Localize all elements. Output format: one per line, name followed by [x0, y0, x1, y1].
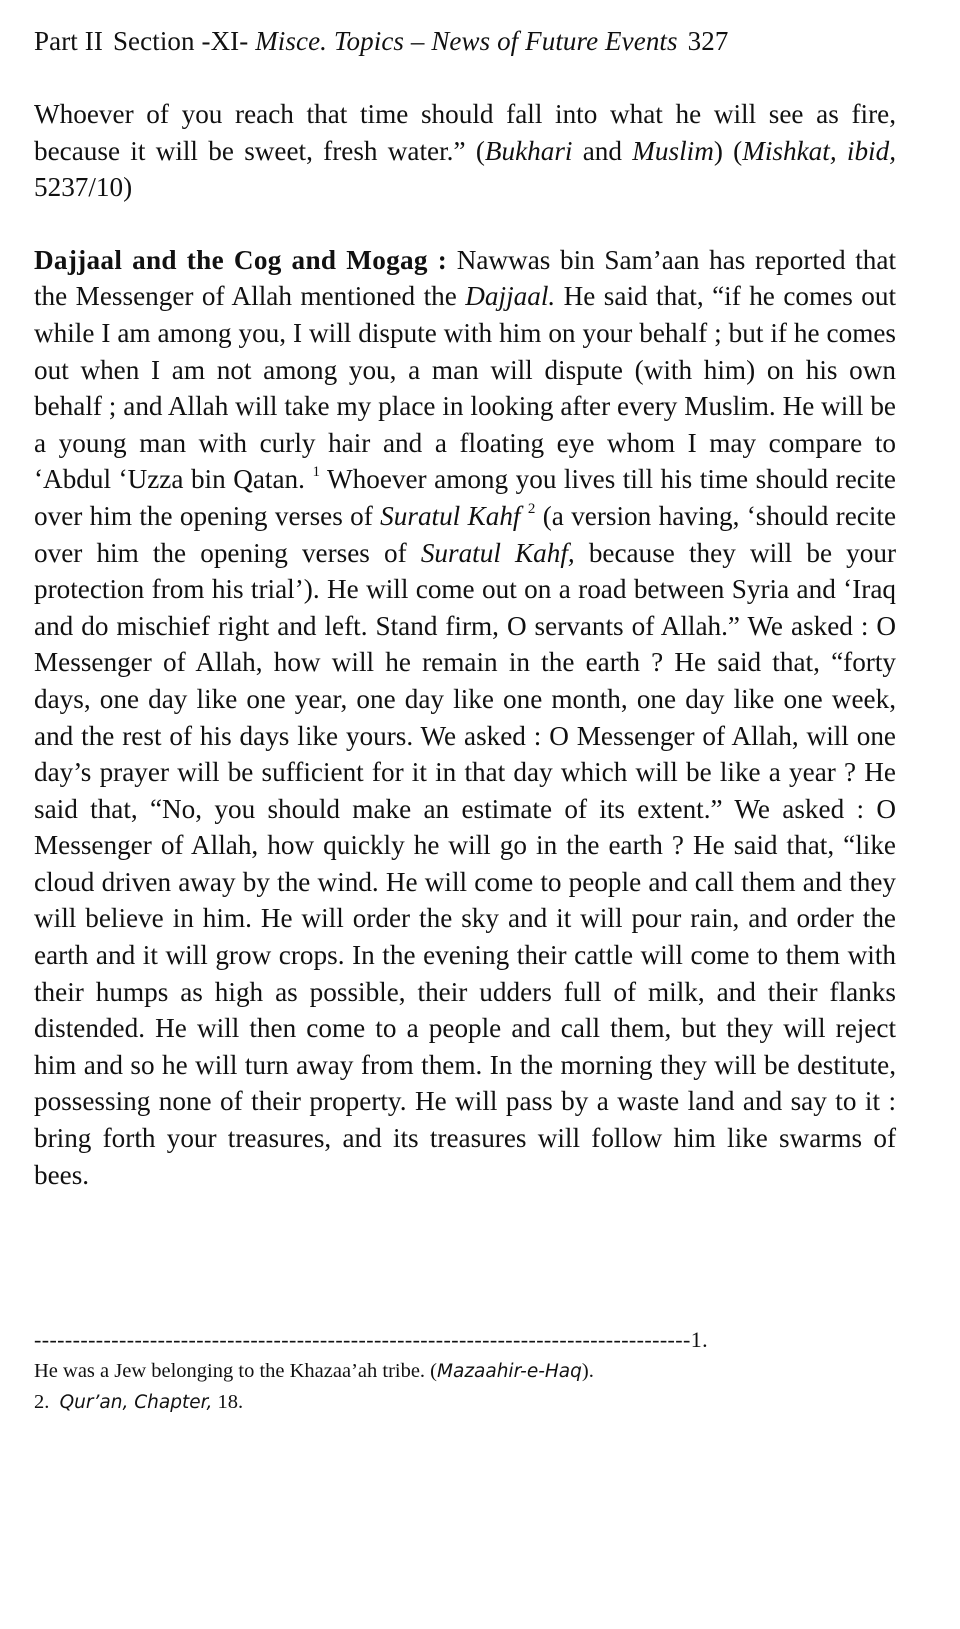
header-section: Section -XI-	[112, 26, 249, 56]
paragraph-continuation: Whoever of you reach that time should fall into what he will see as fire, because it will be sweet, fresh water.” (Bukhari and Muslim) (Mishkat, ibid, 5237/10)	[34, 99, 896, 203]
header-topic: Misce. Topics – News of Future Events	[255, 26, 678, 56]
header-part: Part II	[34, 26, 103, 56]
section-heading: Dajjaal and the Cog and Mogag :	[34, 244, 448, 275]
footnote-2: 2. Qur’an, Chapter, 18.	[34, 1391, 244, 1413]
footnote-ref-2[interactable]: 2	[527, 500, 536, 517]
footnote-1: He was a Jew belonging to the Khazaa’ah tribe. (Mazaahir-e-Haq).	[34, 1360, 594, 1382]
running-header	[34, 26, 728, 57]
page-number: 327	[687, 26, 729, 56]
footnote-ref-1[interactable]: 1	[312, 464, 320, 481]
paragraph-dajjaal: Dajjaal and the Cog and Mogag : Nawwas bin Sam’aan has reported that the Messenger of Allah mentioned the Dajjaal. He said that, “if he comes out while I am among you, I will dispute with him on your behalf ; but if he comes out when I am not among you, a man will dispute (with him) on his own behalf ; and Allah will take my place in looking after every Muslim. He will be a young man with curly hair and a floating eye whom I may compare to ‘Abdul ‘Uzza bin Qatan. $^1$ Whoever among you lives till his time should recite over him the opening verses of Suratul Kahf $^2$ (a version having, ‘should recite over him the opening verses of Suratul Kahf, because they will be your protection from his trial’). He will come out on a road between Syria and ‘Iraq and do mischief right and left. Stand firm, O servants of Allah.” We asked : O Messenger of Allah, how will he remain in the earth ? He said that, “forty days, one day like one year, one day like one month, one day like one week, and the rest of his days like yours. We asked : O Messenger of Allah, will one day’s prayer will be sufficient for it in that day which will be like a year ? He said that, “No, you should make an estimate of its extent.” We asked : O Messenger of Allah, how quickly he will go in the earth ? He said that, “like cloud driven away by the wind. He will come to people and call them and they will believe in him. He will order the sky and it will pour rain, and order the earth and it will grow crops. In the evening their cattle will come to them with their humps as high as possible, their udders full of milk, and their flanks distended. He will then come to a people and call them, but they will reject him and so he will turn away from them. In the morning they will be destitute, possessing none of their property. He will pass by a waste land and say to it : bring forth your treasures, and its treasures will follow him like swarms of bees.	[34, 244, 897, 1190]
footnote-separator: -------------------------------------------------------------------------------------1.	[34, 1327, 709, 1352]
body-text	[34, 96, 896, 1193]
